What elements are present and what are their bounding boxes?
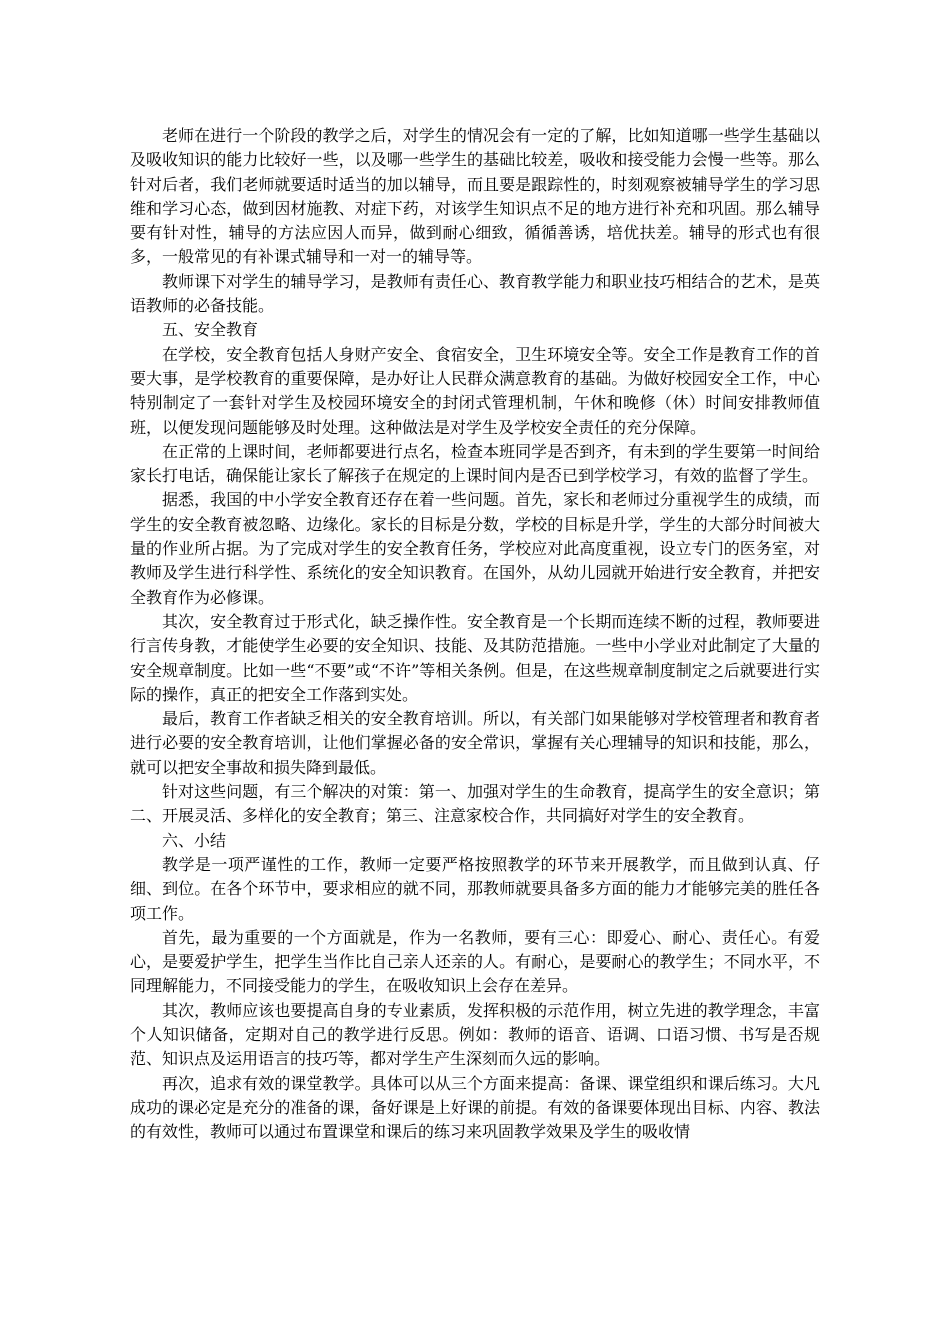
document-body bbox=[130, 124, 820, 1144]
paragraph: 其次，教师应该也要提高自身的专业素质，发挥积极的示范作用，树立先进的教学理念，丰富个人知识储备，定期对自己的教学进行反思。例如：教师的语音、语调、口语习惯、书写是否规范、知识点及运用语言的技巧等，都对学生产生深刻而久远的影响。 bbox=[130, 1000, 820, 1069]
paragraph: 教学是一项严谨性的工作，教师一定要严格按照教学的环节来开展教学，而且做到认真、仔细、到位。在各个环节中，要求相应的就不同，那教师就要具备多方面的能力才能够完美的胜任各项工作。 bbox=[130, 854, 820, 923]
paragraph: 在学校，安全教育包括人身财产安全、食宿安全，卫生环境安全等。安全工作是教育工作的首要大事，是学校教育的重要保障，是办好让人民群众满意教育的基础。为做好校园安全工作，中心特别制定了一套针对学生及校园环境安全的封闭式管理机制，午休和晚修（休）时间安排教师值班，以便发现问题能够及时处理。这种做法是对学生及学校安全责任的充分保障。 bbox=[130, 344, 820, 437]
paragraph: 教师课下对学生的辅导学习，是教师有责任心、教育教学能力和职业技巧相结合的艺术，是英语教师的必备技能。 bbox=[130, 271, 820, 316]
paragraph: 据悉，我国的中小学安全教育还存在着一些问题。首先，家长和老师过分重视学生的成绩，而学生的安全教育被忽略、边缘化。家长的目标是分数，学校的目标是升学，学生的大部分时间被大量的作业所占据。为了完成对学生的安全教育任务，学校应对此高度重视，设立专门的医务室，对教师及学生进行科学性、系统化的安全知识教育。在国外，从幼儿园就开始进行安全教育，并把安全教育作为必修课。 bbox=[130, 490, 820, 607]
paragraph: 针对这些问题，有三个解决的对策：第一、加强对学生的生命教育，提高学生的安全意识；第二、开展灵活、多样化的安全教育；第三、注意家校合作，共同搞好对学生的安全教育。 bbox=[130, 782, 820, 826]
paragraph: 最后，教育工作者缺乏相关的安全教育培训。所以，有关部门如果能够对学校管理者和教育者进行必要的安全教育培训，让他们掌握必备的安全常识，掌握有关心理辅导的知识和技能，那么，就可以把安全事故和损失降到最低。 bbox=[130, 709, 820, 777]
section-heading: 五、安全教育 bbox=[162, 320, 259, 340]
paragraph: 再次，追求有效的课堂教学。具体可以从三个方面来提高：备课、课堂组织和课后练习。大凡成功的课必定是充分的准备的课，备好课是上好课的前提。有效的备课要体现出目标、内容、教法的有效性，教师可以通过布置课堂和课后的练习来巩固教学效果及学生的吸收情 bbox=[130, 1073, 820, 1142]
section-heading: 六、小结 bbox=[162, 830, 227, 850]
paragraph: 老师在进行一个阶段的教学之后，对学生的情况会有一定的了解，比如知道哪一些学生基础以及吸收知识的能力比较好一些，以及哪一些学生的基础比较差，吸收和接受能力会慢一些等。那么针对后者，我们老师就要适时适当的加以辅导，而且要是跟踪性的，时刻观察被辅导学生的学习思维和学习心态，做到因材施教、对症下药，对该学生知识点不足的地方进行补充和巩固。那么辅导要有针对性，辅导的方法应因人而异，做到耐心细致，循循善诱，培优扶差。辅导的形式也有很多，一般常见的有补课式辅导和一对一的辅导等。 bbox=[130, 126, 820, 267]
paragraph: 在正常的上课时间，老师都要进行点名，检查本班同学是否到齐，有未到的学生要第一时间给家长打电话，确保能让家长了解孩子在规定的上课时间内是否已到学校学习，有效的监督了学生。 bbox=[130, 441, 820, 486]
paragraph: 首先，最为重要的一个方面就是，作为一名教师，要有三心：即爱心、耐心、责任心。有爱心，是要爱护学生，把学生当作比自己亲人还亲的人。有耐心，是要耐心的教学生；不同水平，不同理解能力，不同接受能力的学生，在吸收知识上会存在差异。 bbox=[130, 927, 820, 996]
paragraph: 其次，安全教育过于形式化，缺乏操作性。安全教育是一个长期而连续不断的过程，教师要进行言传身教，才能使学生必要的安全知识、技能、及其防范措施。一些中小学业对此制定了大量的安全规章制度。比如一些“不要”或“不许”等相关条例。但是，在这些规章制度制定之后就要进行实际的操作，真正的把安全工作落到实处。 bbox=[130, 611, 820, 704]
